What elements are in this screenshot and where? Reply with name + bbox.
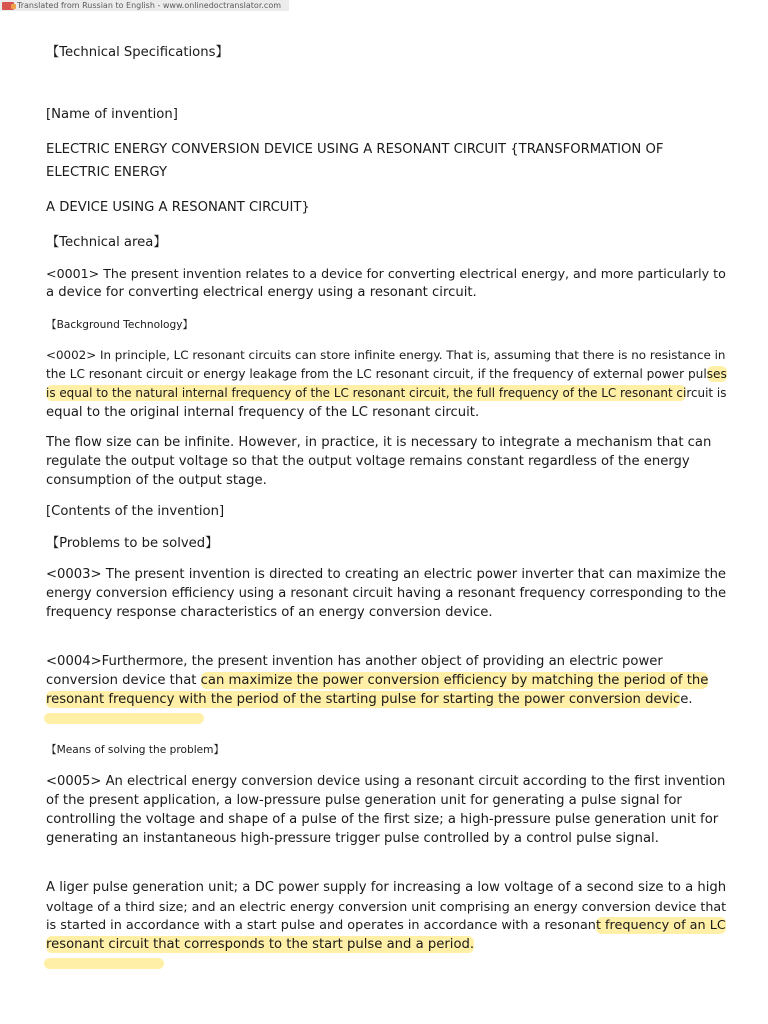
paragraph-0004-line: <0004>Furthermore, the present invention has another object of providing an electric power bbox=[46, 654, 663, 669]
paragraph-0001-line: <0001> The present invention relates to a device for converting electrical energy, and more particularly to bbox=[46, 266, 726, 281]
heading-problems-to-be-solved: 【Problems to be solved】 bbox=[46, 536, 219, 551]
paragraph-0002-line: <0002> In principle, LC resonant circuits can store infinite energy. That is, assuming that there is no resistance in bbox=[46, 348, 726, 362]
paragraph-liger-line: A liger pulse generation unit; a DC power supply for increasing a low voltage of a second size to a high bbox=[46, 880, 727, 895]
paragraph-0002-line: is equal to the natural internal frequency of the LC resonant circuit, the full frequency of the LC resonant circuit is bbox=[46, 386, 727, 400]
paragraph-liger-line bbox=[46, 935, 474, 954]
paragraph-0003-line: energy conversion efficiency using a resonant circuit having a resonant frequency corresponding to the bbox=[46, 586, 727, 601]
paragraph-0001-line: a device for converting electrical energy using a resonant circuit. bbox=[46, 285, 477, 300]
paragraph-liger-line: voltage of a third size; and an electric energy conversion unit comprising an energy conversion device that bbox=[46, 899, 727, 914]
paragraph-0004-line: conversion device that can maximize the power conversion efficiency by matching the period of the bbox=[46, 673, 709, 688]
highlight-tail bbox=[44, 713, 204, 724]
invention-title-line: ELECTRIC ENERGY CONVERSION DEVICE USING A RESONANT CIRCUIT {TRANSFORMATION OF bbox=[46, 142, 664, 157]
highlight: is equal to the natural internal frequency of the LC resonant circuit, the full frequency of the LC resonant ci bbox=[46, 386, 687, 400]
heading-background-technology: 【Background Technology】 bbox=[46, 319, 194, 331]
name-of-invention-label: [Name of invention] bbox=[46, 107, 178, 122]
paragraph-0002-line: equal to the original internal frequency of the LC resonant circuit. bbox=[46, 405, 480, 420]
highlight: can maximize the power conversion efficiency by matching the period of the bbox=[200, 673, 709, 688]
translator-logo-icon bbox=[2, 2, 14, 10]
paragraph-0005-line: <0005> An electrical energy conversion device using a resonant circuit according to the first invention bbox=[46, 774, 726, 789]
invention-title-line: A DEVICE USING A RESONANT CIRCUIT} bbox=[46, 200, 310, 215]
paragraph-0002-line: the LC resonant circuit or energy leakage from the LC resonant circuit, if the frequency of external power pulses bbox=[46, 367, 727, 381]
paragraph-0005-line: generating an instantaneous high-pressure trigger pulse controlled by a control pulse signal. bbox=[46, 831, 659, 846]
heading-technical-specifications: 【Technical Specifications】 bbox=[46, 45, 229, 60]
paragraph-flow-line: The flow size can be infinite. However, in practice, it is necessary to integrate a mechanism that can bbox=[46, 435, 712, 450]
heading-means-of-solving: 【Means of solving the problem】 bbox=[46, 744, 225, 756]
highlight-tail bbox=[44, 958, 164, 969]
highlight: t frequency of an LC bbox=[595, 918, 726, 933]
paragraph-0005-line: controlling the voltage and shape of a pulse of the first size; a high-pressure pulse generation unit for bbox=[46, 812, 719, 827]
paragraph-0005-line: of the present application, a low-pressure pulse generation unit for generating a pulse signal for bbox=[46, 793, 682, 808]
paragraph-flow-line: regulate the output voltage so that the output voltage remains constant regardless of the energy bbox=[46, 454, 690, 469]
invention-title-line: ELECTRIC ENERGY bbox=[46, 165, 168, 180]
paragraph-0004-line: resonant frequency with the period of the starting pulse for starting the power conversion device. bbox=[46, 692, 693, 707]
paragraph-flow-line: consumption of the output stage. bbox=[46, 473, 267, 488]
highlight: resonant frequency with the period of the starting pulse for starting the power conversion devic bbox=[46, 692, 681, 707]
heading-technical-area: 【Technical area】 bbox=[46, 235, 167, 250]
contents-of-invention-label: [Contents of the invention] bbox=[46, 504, 225, 519]
banner-text: Translated from Russian to English - www.onlinedoctranslator.com bbox=[17, 1, 281, 10]
paragraph-liger-line: is started in accordance with a start pulse and operates in accordance with a resonant frequency of an LC bbox=[46, 918, 726, 933]
paragraph-0003-line: frequency response characteristics of an energy conversion device. bbox=[46, 605, 493, 620]
translation-banner[interactable] bbox=[0, 0, 289, 11]
paragraph-0003-line: <0003> The present invention is directed to creating an electric power inverter that can maximize the bbox=[46, 567, 727, 582]
highlight: resonant circuit that corresponds to the start pulse and a period. bbox=[46, 937, 475, 952]
highlight: ses bbox=[706, 367, 727, 381]
